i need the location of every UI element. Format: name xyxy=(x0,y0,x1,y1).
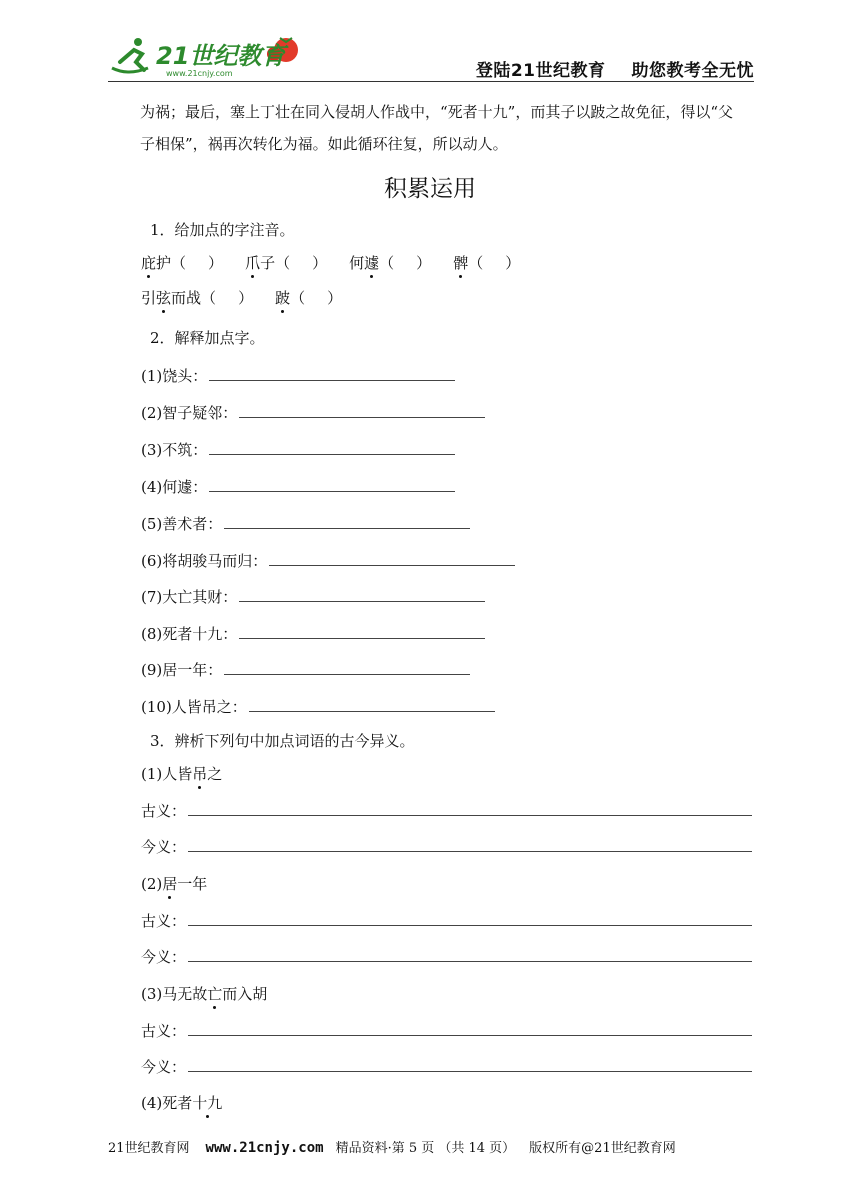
answer-blank[interactable] xyxy=(224,514,470,529)
q2-item xyxy=(141,697,495,717)
q2-item-label: (7)大亡其财： xyxy=(141,588,238,606)
q1-prompt: 1．给加点的字注音。 xyxy=(150,221,295,239)
dotted-word: 亡 xyxy=(207,985,223,1003)
q2-item xyxy=(141,403,485,423)
header-divider xyxy=(108,81,754,82)
ancient-meaning-row xyxy=(141,911,752,931)
answer-blank[interactable] xyxy=(209,366,455,381)
word-part: 死者 xyxy=(162,1094,193,1112)
pinyin-item xyxy=(275,289,342,307)
q2-item-label: (8)死者十九： xyxy=(141,625,238,643)
dotted-char: 弦 xyxy=(156,289,172,307)
dotted-char: 庇 xyxy=(141,254,157,272)
section-title: 积累运用 xyxy=(384,176,476,202)
q3-item xyxy=(141,764,222,784)
answer-parentheses[interactable]: （ ） xyxy=(275,254,328,272)
modern-meaning-label: 今义： xyxy=(141,948,187,966)
q2-item xyxy=(141,660,470,680)
modern-meaning-blank[interactable] xyxy=(188,837,752,852)
slogan-left: 登陆21世纪教育 xyxy=(475,61,606,81)
q3-item xyxy=(141,1093,222,1113)
word-part: 之 xyxy=(207,765,223,783)
modern-meaning-blank[interactable] xyxy=(188,947,752,962)
modern-meaning-row xyxy=(141,837,752,857)
word-part: 而入胡 xyxy=(222,985,268,1003)
word-part: 马无故 xyxy=(162,985,208,1003)
slogan-right: 助您教考全无忧 xyxy=(631,61,754,81)
ancient-meaning-blank[interactable] xyxy=(188,911,752,926)
answer-blank[interactable] xyxy=(239,587,485,602)
footer-right: 版权所有@21世纪教育网 xyxy=(529,1141,676,1156)
pinyin-item xyxy=(349,254,431,272)
footer-middle: 精品资料·第 5 页 （共 14 页） xyxy=(335,1141,516,1156)
answer-blank[interactable] xyxy=(209,477,455,492)
ancient-meaning-label: 古义： xyxy=(141,1022,187,1040)
q2-item-label: (5)善术者： xyxy=(141,515,223,533)
pinyin-item xyxy=(141,254,223,272)
footer-url[interactable]: www.21cnjy.com xyxy=(205,1140,324,1156)
q1-row-2 xyxy=(141,288,364,308)
dotted-word: 吊 xyxy=(192,765,208,783)
q2-prompt: 2．解释加点字。 xyxy=(150,329,265,347)
word-part: 而战 xyxy=(171,289,202,307)
q2-item xyxy=(141,551,515,571)
dotted-char: 跛 xyxy=(275,289,291,307)
modern-meaning-label: 今义： xyxy=(141,838,187,856)
q2-item-label: (10)人皆吊之： xyxy=(141,698,247,716)
q2-item xyxy=(141,587,485,607)
logo-text: 21世纪教育 xyxy=(156,42,286,70)
ancient-meaning-label: 古义： xyxy=(141,802,187,820)
word-part: 护 xyxy=(156,254,172,272)
footer-left: 21世纪教育网 xyxy=(108,1141,190,1156)
dotted-char: 遽 xyxy=(364,254,380,272)
modern-meaning-row xyxy=(141,1057,752,1077)
page-header xyxy=(108,30,754,82)
q2-item-label: (3)不筑： xyxy=(141,441,208,459)
answer-parentheses[interactable]: （ ） xyxy=(468,254,521,272)
header-slogan xyxy=(476,56,754,81)
q3-item-number: (3) xyxy=(141,985,163,1003)
answer-parentheses[interactable]: （ ） xyxy=(201,289,254,307)
q1-row-1 xyxy=(141,253,542,273)
site-logo[interactable] xyxy=(108,32,308,80)
pinyin-item xyxy=(245,254,327,272)
ancient-meaning-label: 古义： xyxy=(141,912,187,930)
q3-item xyxy=(141,874,207,894)
intro-line-2: 子相保”，祸再次转化为福。如此循环往复，所以动人。 xyxy=(140,135,508,153)
answer-blank[interactable] xyxy=(209,440,455,455)
q2-item-label: (6)将胡骏马而归： xyxy=(141,552,268,570)
q2-item-label: (1)饶头： xyxy=(141,367,208,385)
pinyin-item xyxy=(453,254,520,272)
dotted-word: 居 xyxy=(162,875,178,893)
q3-item-number: (2) xyxy=(141,875,163,893)
q2-item-label: (2)智子疑邻： xyxy=(141,404,238,422)
modern-meaning-label: 今义： xyxy=(141,1058,187,1076)
logo-url: www.21cnjy.com xyxy=(166,69,233,78)
dotted-char: 爪 xyxy=(245,254,261,272)
q3-prompt: 3．辨析下列句中加点词语的古今异义。 xyxy=(150,732,415,750)
q2-item xyxy=(141,514,470,534)
q2-item xyxy=(141,477,455,497)
word-part: 何 xyxy=(349,254,365,272)
word-part: 一年 xyxy=(177,875,208,893)
answer-blank[interactable] xyxy=(249,697,495,712)
ancient-meaning-row xyxy=(141,801,752,821)
word-part: 人皆 xyxy=(162,765,193,783)
answer-blank[interactable] xyxy=(269,551,515,566)
page-footer xyxy=(108,1137,676,1156)
answer-blank[interactable] xyxy=(224,660,470,675)
pinyin-item xyxy=(141,289,253,307)
q2-item-label: (4)何遽： xyxy=(141,478,208,496)
q2-item xyxy=(141,624,485,644)
intro-line-1: 为祸；最后，塞上丁壮在同入侵胡人作战中，“死者十九”，而其子以跛之故免征，得以“父 xyxy=(140,103,734,121)
ancient-meaning-row xyxy=(141,1021,752,1041)
q2-item xyxy=(141,366,455,386)
modern-meaning-row xyxy=(141,947,752,967)
answer-parentheses[interactable]: （ ） xyxy=(379,254,432,272)
logo-graphic xyxy=(108,32,308,80)
answer-parentheses[interactable]: （ ） xyxy=(171,254,224,272)
q2-item xyxy=(141,440,455,460)
word-part: 子 xyxy=(260,254,276,272)
q3-item xyxy=(141,984,267,1004)
word-part: 引 xyxy=(141,289,157,307)
answer-blank[interactable] xyxy=(239,624,485,639)
q3-item-number: (1) xyxy=(141,765,163,783)
dotted-char: 髀 xyxy=(453,254,469,272)
dotted-word: 十九 xyxy=(192,1094,223,1112)
q2-item-label: (9)居一年： xyxy=(141,661,223,679)
answer-parentheses[interactable]: （ ） xyxy=(290,289,343,307)
modern-meaning-blank[interactable] xyxy=(188,1057,752,1072)
q3-item-number: (4) xyxy=(141,1094,163,1112)
answer-blank[interactable] xyxy=(239,403,485,418)
ancient-meaning-blank[interactable] xyxy=(188,1021,752,1036)
ancient-meaning-blank[interactable] xyxy=(188,801,752,816)
